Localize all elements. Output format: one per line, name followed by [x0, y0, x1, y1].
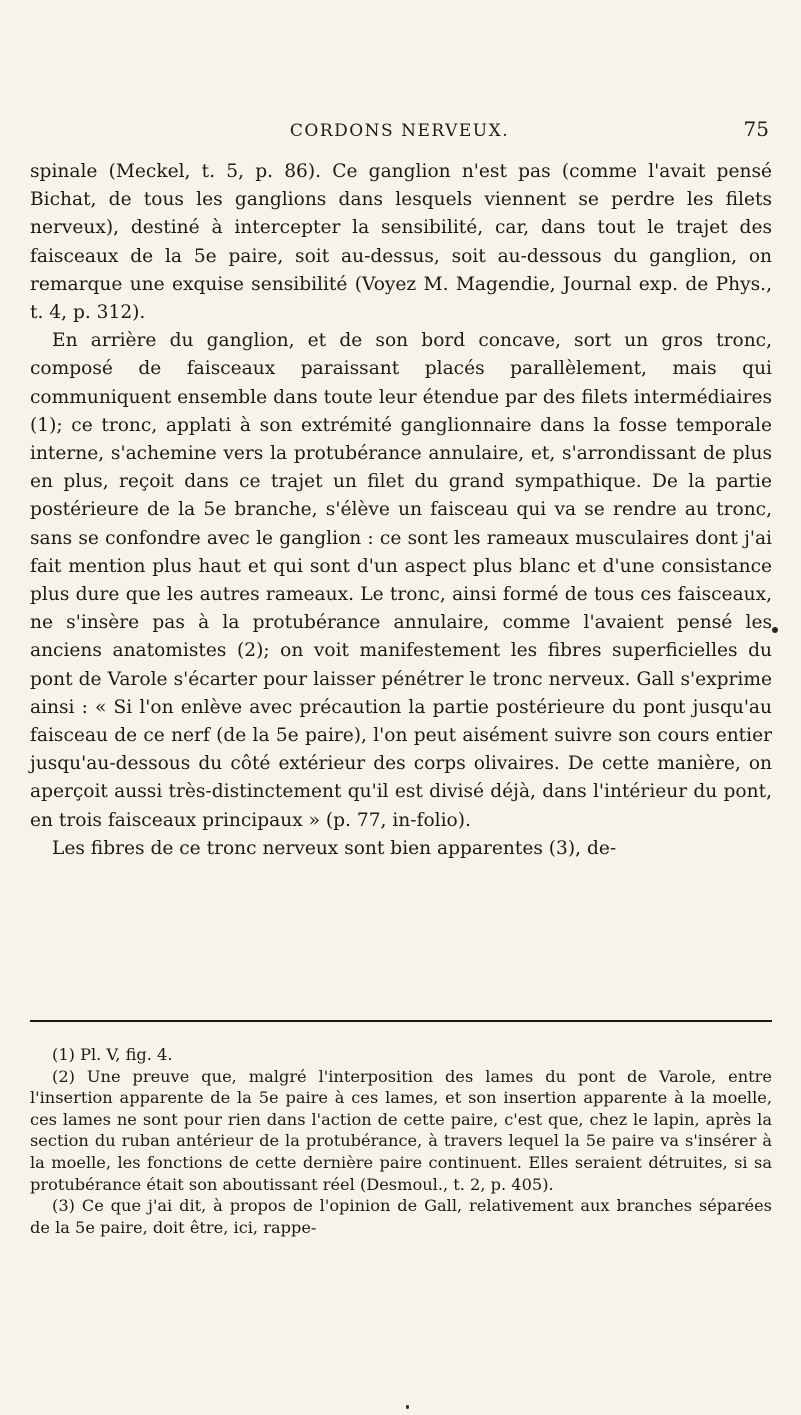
- running-head: CORDONS NERVEUX.: [289, 121, 510, 141]
- paragraph-1: spinale (Meckel, t. 5, p. 86). Ce ganglion n'est pas (comme l'avait pensé Bichat, de tous les ganglions dans lesquels viennent se perdre les filets nerveux), destiné à intercepter la sensibilité, car, dans tout le trajet des faisceaux de la 5e paire, soit au-dessus, soit au-dessous du ganglion, on remarque une exquise sensibilité (Voyez M. Magendie, Journal exp. de Phys., t. 4, p. 312).: [30, 161, 772, 324]
- footnotes: [30, 1044, 772, 1238]
- paragraph-2: En arrière du ganglion, et de son bord concave, sort un gros tronc, composé de faisceaux paraissant placés parallèlement, mais qui communiquent ensemble dans toute leur étendue par des filets intermédiaires (1); ce tronc, applati à son extrémité ganglionnaire dans la fosse temporale interne, s'achemine vers la protubérance annulaire, et, s'arrondissant de plus en plus, reçoit dans ce trajet un filet du grand sympathique. De la partie postérieure de la 5e branche, s'élève un faisceau qui va se rendre au tronc, sans se confondre avec le ganglion : ce sont les rameaux musculaires dont j'ai fait mention plus haut et qui sont d'un aspect plus blanc et d'une consistance plus dure que les autres rameaux. Le tronc, ainsi formé de tous ces faisceaux, ne s'insère pas à la protubérance annulaire, comme l'avaient pensé les anciens anatomistes (2); on voit manifestement les fibres superficielles du pont de Varole s'écarter pour laisser pénétrer le tronc nerveux. Gall s'exprime ainsi : « Si l'on enlève avec précaution la partie postérieure du pont jusqu'au faisceau de ce nerf (de la 5e paire), l'on peut aisément suivre son cours entier jusqu'au-dessous du côté extérieur des corps olivaires. De cette manière, on aperçoit aussi très-distinctement qu'il est divisé déjà, dans l'intérieur du pont, en trois faisceaux principaux » (p. 77, in-folio).: [30, 330, 772, 831]
- body-text: [30, 158, 772, 863]
- paragraph-3: Les fibres de ce tronc nerveux sont bien apparentes (3), de-: [52, 837, 617, 859]
- footnote-divider: [30, 1020, 772, 1022]
- footnote-1: (1) Pl. V, fig. 4.: [52, 1045, 173, 1064]
- footnote-2: (2) Une preuve que, malgré l'interposition des lames du pont de Varole, entre l'insertion apparente de la 5e paire à ces lames, et son insertion apparente à la moelle, ces lames ne sont pour rien dans l'action de cette paire, c'est que, chez le lapin, après la section du ruban antérieur de la protubérance, à travers lequel la 5e paire va s'insérer à la moelle, les fonctions de cette dernière paire continuent. Elles seraient détruites, si sa protubérance était son aboutissant réel (Desmoul., t. 2, p. 405).: [30, 1066, 772, 1194]
- ink-speck: [772, 627, 778, 633]
- page-header: [30, 117, 769, 151]
- footnote-3: (3) Ce que j'ai dit, à propos de l'opinion de Gall, relativement aux branches séparées de la 5e paire, doit être, ici, rappe-: [30, 1196, 772, 1237]
- page-number: 75: [743, 117, 769, 141]
- ink-speck: [406, 1405, 409, 1409]
